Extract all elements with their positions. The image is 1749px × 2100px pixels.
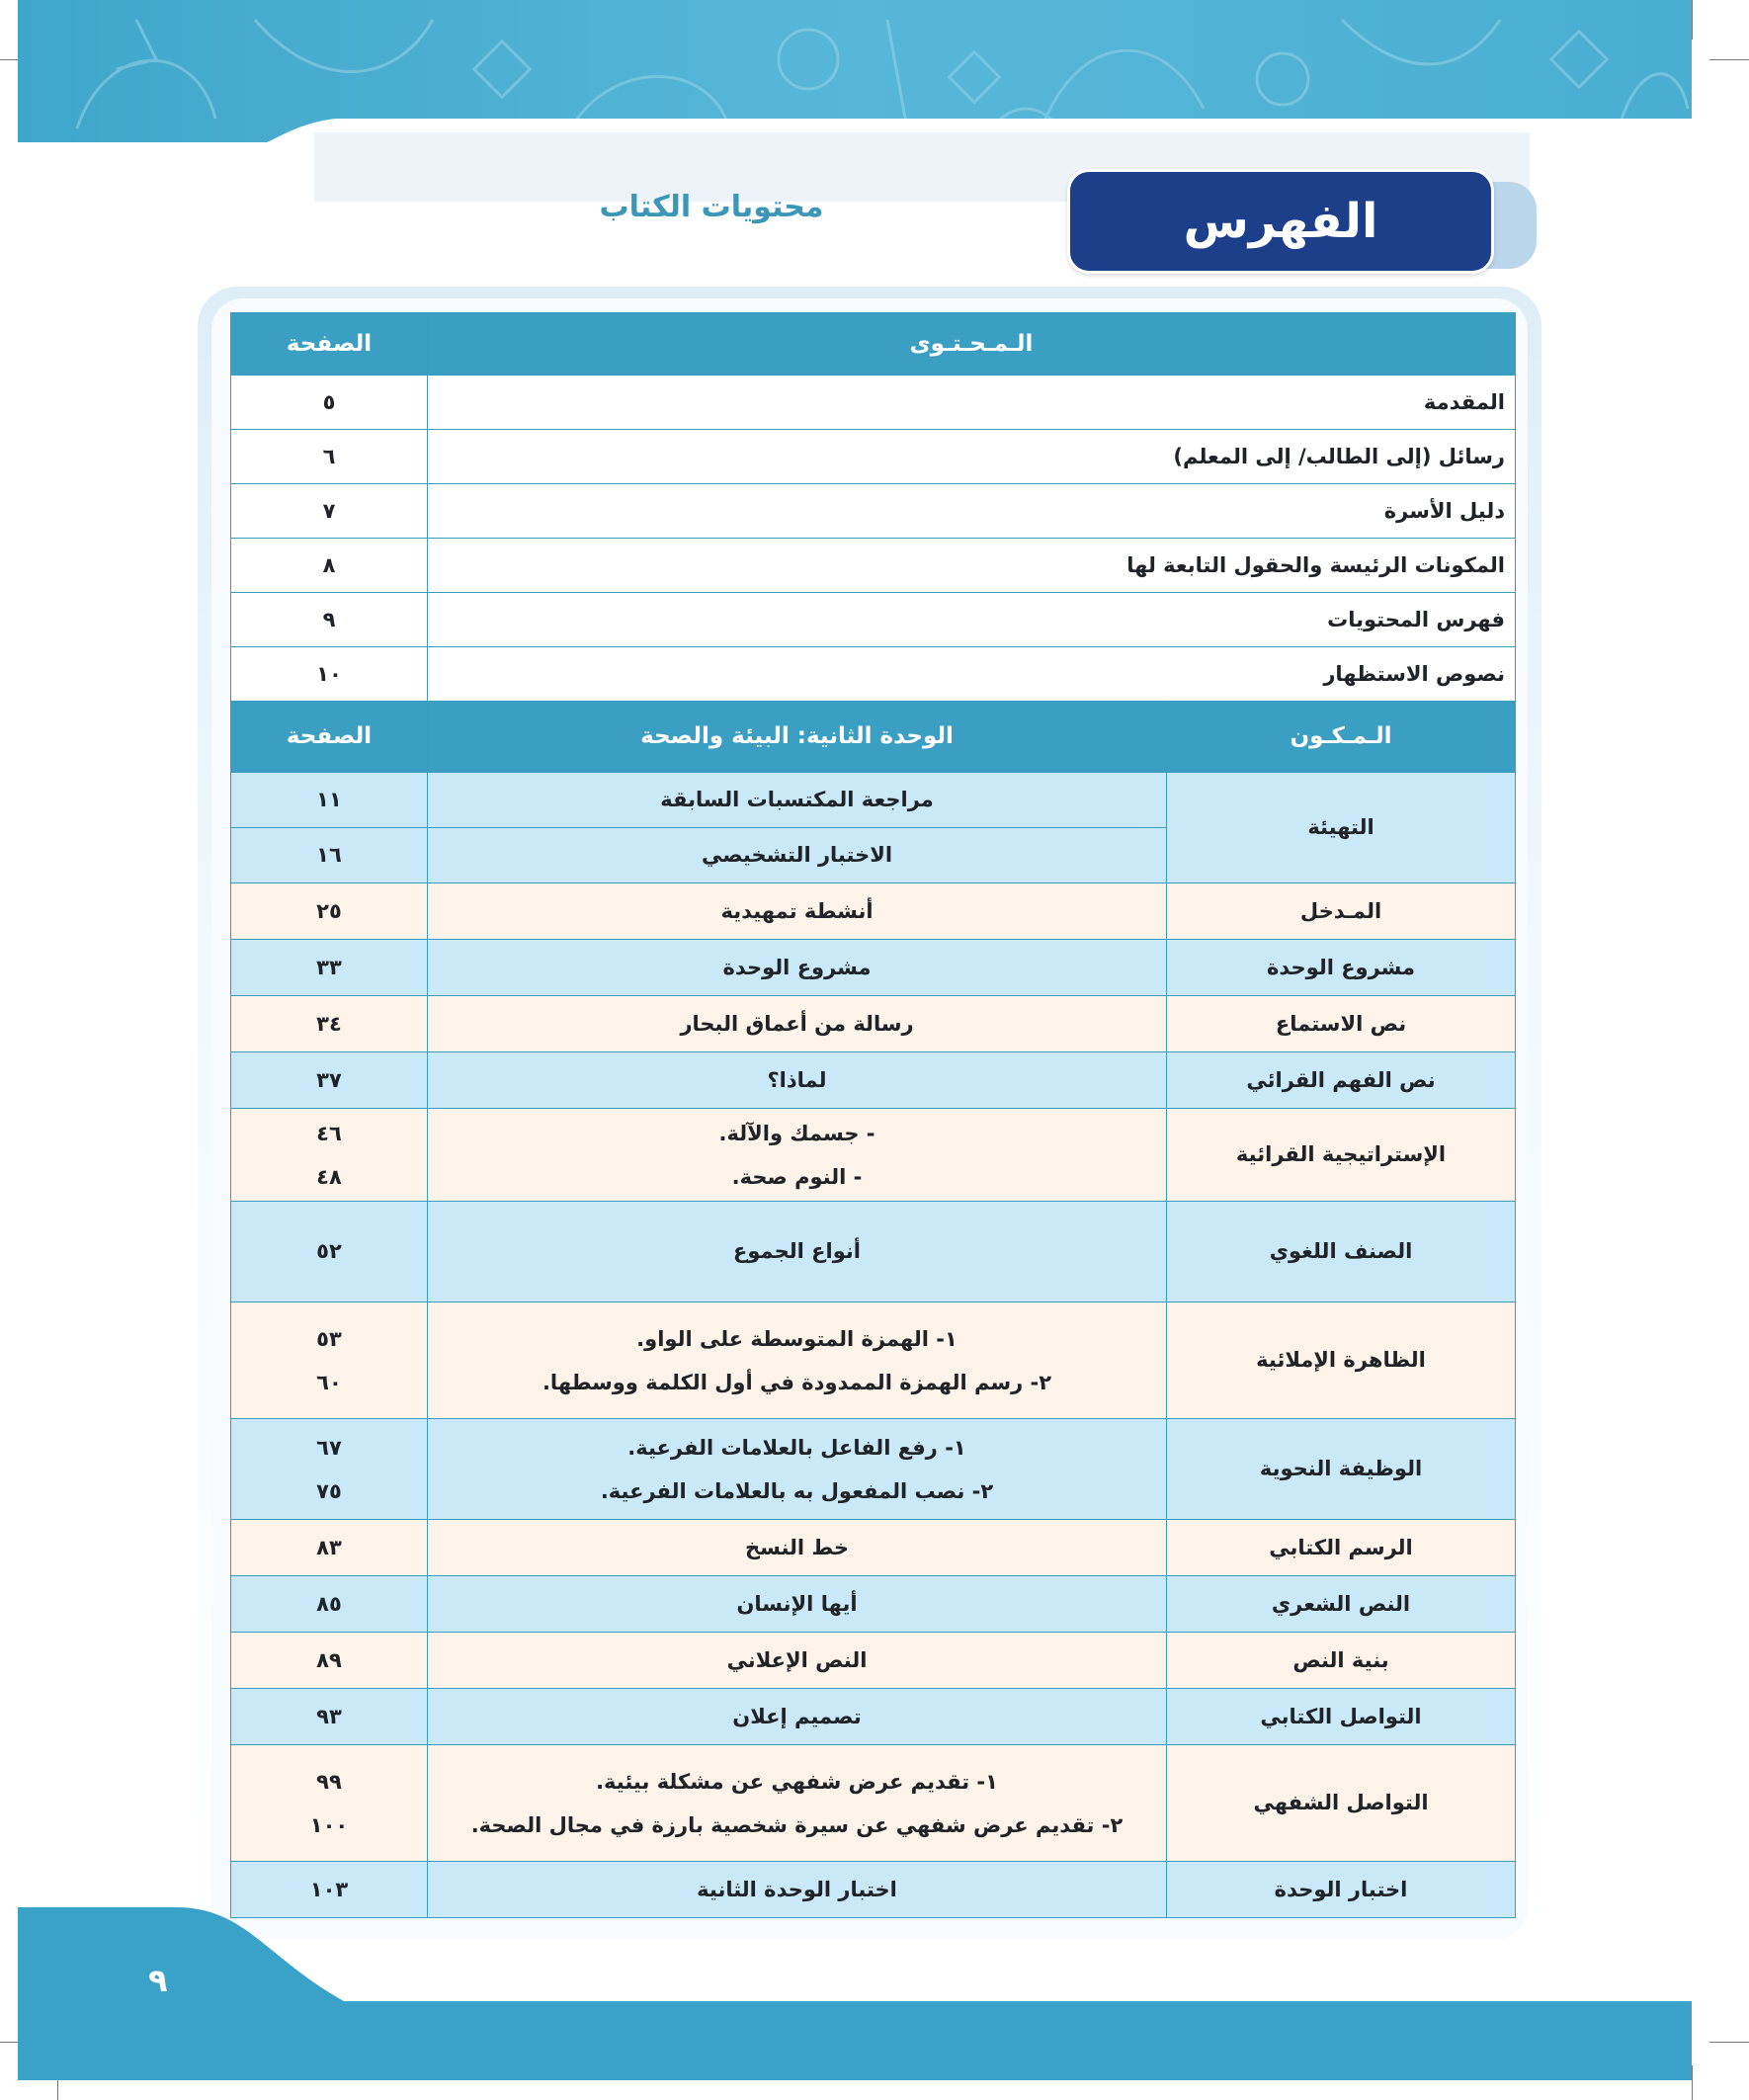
- page-number-text: ٩٩: [316, 1769, 342, 1794]
- item-cell: لماذا؟: [428, 1052, 1167, 1109]
- crop-mark: [1692, 0, 1693, 40]
- item-text: - جسمك والآلة.: [718, 1121, 875, 1145]
- component-cell: نص الفهم القرائي: [1167, 1052, 1516, 1109]
- item-cell: [428, 1419, 1167, 1520]
- item-cell: النص الإعلاني: [428, 1633, 1167, 1689]
- item-cell: أيها الإنسان: [428, 1576, 1167, 1633]
- title-tab: [1067, 169, 1494, 274]
- component-cell: التواصل الشفهي: [1167, 1745, 1516, 1862]
- component-cell: الإستراتيجية القرائية: [1167, 1109, 1516, 1202]
- component-cell: بنية النص: [1167, 1633, 1516, 1689]
- page-cell: ٣٣: [231, 940, 428, 996]
- component-cell: المـدخل: [1167, 883, 1516, 940]
- page-cell: ١١: [231, 773, 428, 828]
- page-number-text: ٦٠: [316, 1370, 342, 1394]
- page-cell: ٢٥: [231, 883, 428, 940]
- table-row: [231, 1109, 1516, 1202]
- item-cell: مشروع الوحدة: [428, 940, 1167, 996]
- intro-page-cell: ٨: [231, 539, 428, 593]
- page-number-text: ٧٥: [316, 1478, 342, 1503]
- footer-curve: [18, 1907, 1692, 2016]
- item-cell: اختبار الوحدة الثانية: [428, 1862, 1167, 1918]
- table-row: [231, 376, 1516, 430]
- unit-header: الوحدة الثانية: البيئة والصحة: [428, 702, 1167, 773]
- page-title: الفهرس: [1183, 194, 1378, 249]
- item-cell: خط النسخ: [428, 1520, 1167, 1576]
- item-text: ١- تقديم عرض شفهي عن مشكلة بيئية.: [596, 1769, 998, 1794]
- component-cell: الرسم الكتابي: [1167, 1520, 1516, 1576]
- component-cell: الصنف اللغوي: [1167, 1202, 1516, 1302]
- footer-band: [18, 2001, 1692, 2080]
- intro-page-cell: ٧: [231, 484, 428, 539]
- intro-page-header: الصفحة: [231, 313, 428, 376]
- page-cell: ١٦: [231, 828, 428, 883]
- page-cell: [231, 1302, 428, 1419]
- intro-page-cell: ٩: [231, 593, 428, 647]
- page-cell: [231, 1419, 428, 1520]
- page-number: ٩: [148, 1962, 168, 1999]
- component-cell: التواصل الكتابي: [1167, 1689, 1516, 1745]
- page-list: [239, 1112, 419, 1199]
- component-cell: اختبار الوحدة: [1167, 1862, 1516, 1918]
- page-list: [239, 1317, 419, 1404]
- intro-content-cell: فهرس المحتويات: [428, 593, 1516, 647]
- table-row: [231, 1745, 1516, 1862]
- intro-content-cell: نصوص الاستظهار: [428, 647, 1516, 702]
- component-cell: مشروع الوحدة: [1167, 940, 1516, 996]
- component-header: الـمـكـون: [1167, 702, 1516, 773]
- page-cell: ٥٢: [231, 1202, 428, 1302]
- page-number-text: ٥٣: [316, 1326, 342, 1351]
- table-row: [231, 1520, 1516, 1576]
- page-cell: ٣٧: [231, 1052, 428, 1109]
- crop-mark: [1709, 59, 1749, 60]
- page-cell: ٨٥: [231, 1576, 428, 1633]
- page-subtitle: محتويات الكتاب: [599, 190, 824, 224]
- item-cell: تصميم إعلان: [428, 1689, 1167, 1745]
- table-row: [231, 1576, 1516, 1633]
- component-cell: نص الاستماع: [1167, 996, 1516, 1052]
- table-row: [231, 1689, 1516, 1745]
- item-text: ١- رفع الفاعل بالعلامات الفرعية.: [627, 1435, 966, 1460]
- table-row: [231, 1052, 1516, 1109]
- page-cell: ٨٣: [231, 1520, 428, 1576]
- intro-content-cell: رسائل (إلى الطالب/ إلى المعلم): [428, 430, 1516, 484]
- page-list: [239, 1426, 419, 1513]
- intro-content-header: الـمـحـتـوى: [428, 313, 1516, 376]
- table-row: [231, 539, 1516, 593]
- item-text: ٢- تقديم عرض شفهي عن سيرة شخصية بارزة في مجال الصحة.: [470, 1812, 1124, 1837]
- intro-content-cell: المقدمة: [428, 376, 1516, 430]
- intro-content-cell: دليل الأسرة: [428, 484, 1516, 539]
- page-number-text: ١٠٠: [309, 1812, 349, 1837]
- item-cell: [428, 1302, 1167, 1419]
- crop-mark: [1709, 2042, 1749, 2043]
- page-number-text: ٤٨: [316, 1164, 342, 1189]
- item-list: [436, 1760, 1158, 1847]
- intro-content-cell: المكونات الرئيسة والحقول التابعة لها: [428, 539, 1516, 593]
- intro-page-cell: ٥: [231, 376, 428, 430]
- table-row: [231, 1419, 1516, 1520]
- component-cell: الوظيفة النحوية: [1167, 1419, 1516, 1520]
- page-cell: [231, 1109, 428, 1202]
- page-cell: ٨٩: [231, 1633, 428, 1689]
- item-text: ١- الهمزة المتوسطة على الواو.: [636, 1326, 958, 1351]
- contents-table: [230, 312, 1516, 1918]
- intro-page-cell: ٦: [231, 430, 428, 484]
- intro-page-cell: ١٠: [231, 647, 428, 702]
- item-cell: أنشطة تمهيدية: [428, 883, 1167, 940]
- component-cell: الظاهرة الإملائية: [1167, 1302, 1516, 1419]
- component-cell: النص الشعري: [1167, 1576, 1516, 1633]
- page-cell: [231, 1745, 428, 1862]
- page-number-text: ٤٦: [316, 1121, 342, 1145]
- table-row: [231, 940, 1516, 996]
- item-cell: مراجعة المكتسبات السابقة: [428, 773, 1167, 828]
- table-row: [231, 484, 1516, 539]
- item-list: [436, 1317, 1158, 1404]
- item-text: ٢- رسم الهمزة الممدودة في أول الكلمة ووسطها.: [541, 1370, 1052, 1394]
- table-row: [231, 996, 1516, 1052]
- item-cell: رسالة من أعماق البحار: [428, 996, 1167, 1052]
- unit-page-header: الصفحة: [231, 702, 428, 773]
- item-list: [436, 1426, 1158, 1513]
- unit-header-row: [231, 702, 1516, 773]
- item-cell: [428, 1109, 1167, 1202]
- table-row: [231, 1202, 1516, 1302]
- page-cell: ٩٣: [231, 1689, 428, 1745]
- item-cell: أنواع الجموع: [428, 1202, 1167, 1302]
- item-text: ٢- نصب المفعول به بالعلامات الفرعية.: [600, 1478, 994, 1503]
- page-cell: ١٠٣: [231, 1862, 428, 1918]
- table-row: [231, 883, 1516, 940]
- table-row: [231, 1302, 1516, 1419]
- intro-header-row: [231, 313, 1516, 376]
- page-list: [239, 1760, 419, 1847]
- item-text: - النوم صحة.: [731, 1164, 863, 1189]
- item-cell: [428, 1745, 1167, 1862]
- page-number-text: ٦٧: [316, 1435, 342, 1460]
- table-row: [231, 593, 1516, 647]
- table-row: [231, 773, 1516, 828]
- table-row: [231, 647, 1516, 702]
- item-list: [436, 1112, 1158, 1199]
- table-row: [231, 1633, 1516, 1689]
- item-cell: الاختبار التشخيصي: [428, 828, 1167, 883]
- page-cell: ٣٤: [231, 996, 428, 1052]
- table-row: [231, 430, 1516, 484]
- crop-mark: [1692, 2065, 1693, 2100]
- component-cell: التهيئة: [1167, 773, 1516, 883]
